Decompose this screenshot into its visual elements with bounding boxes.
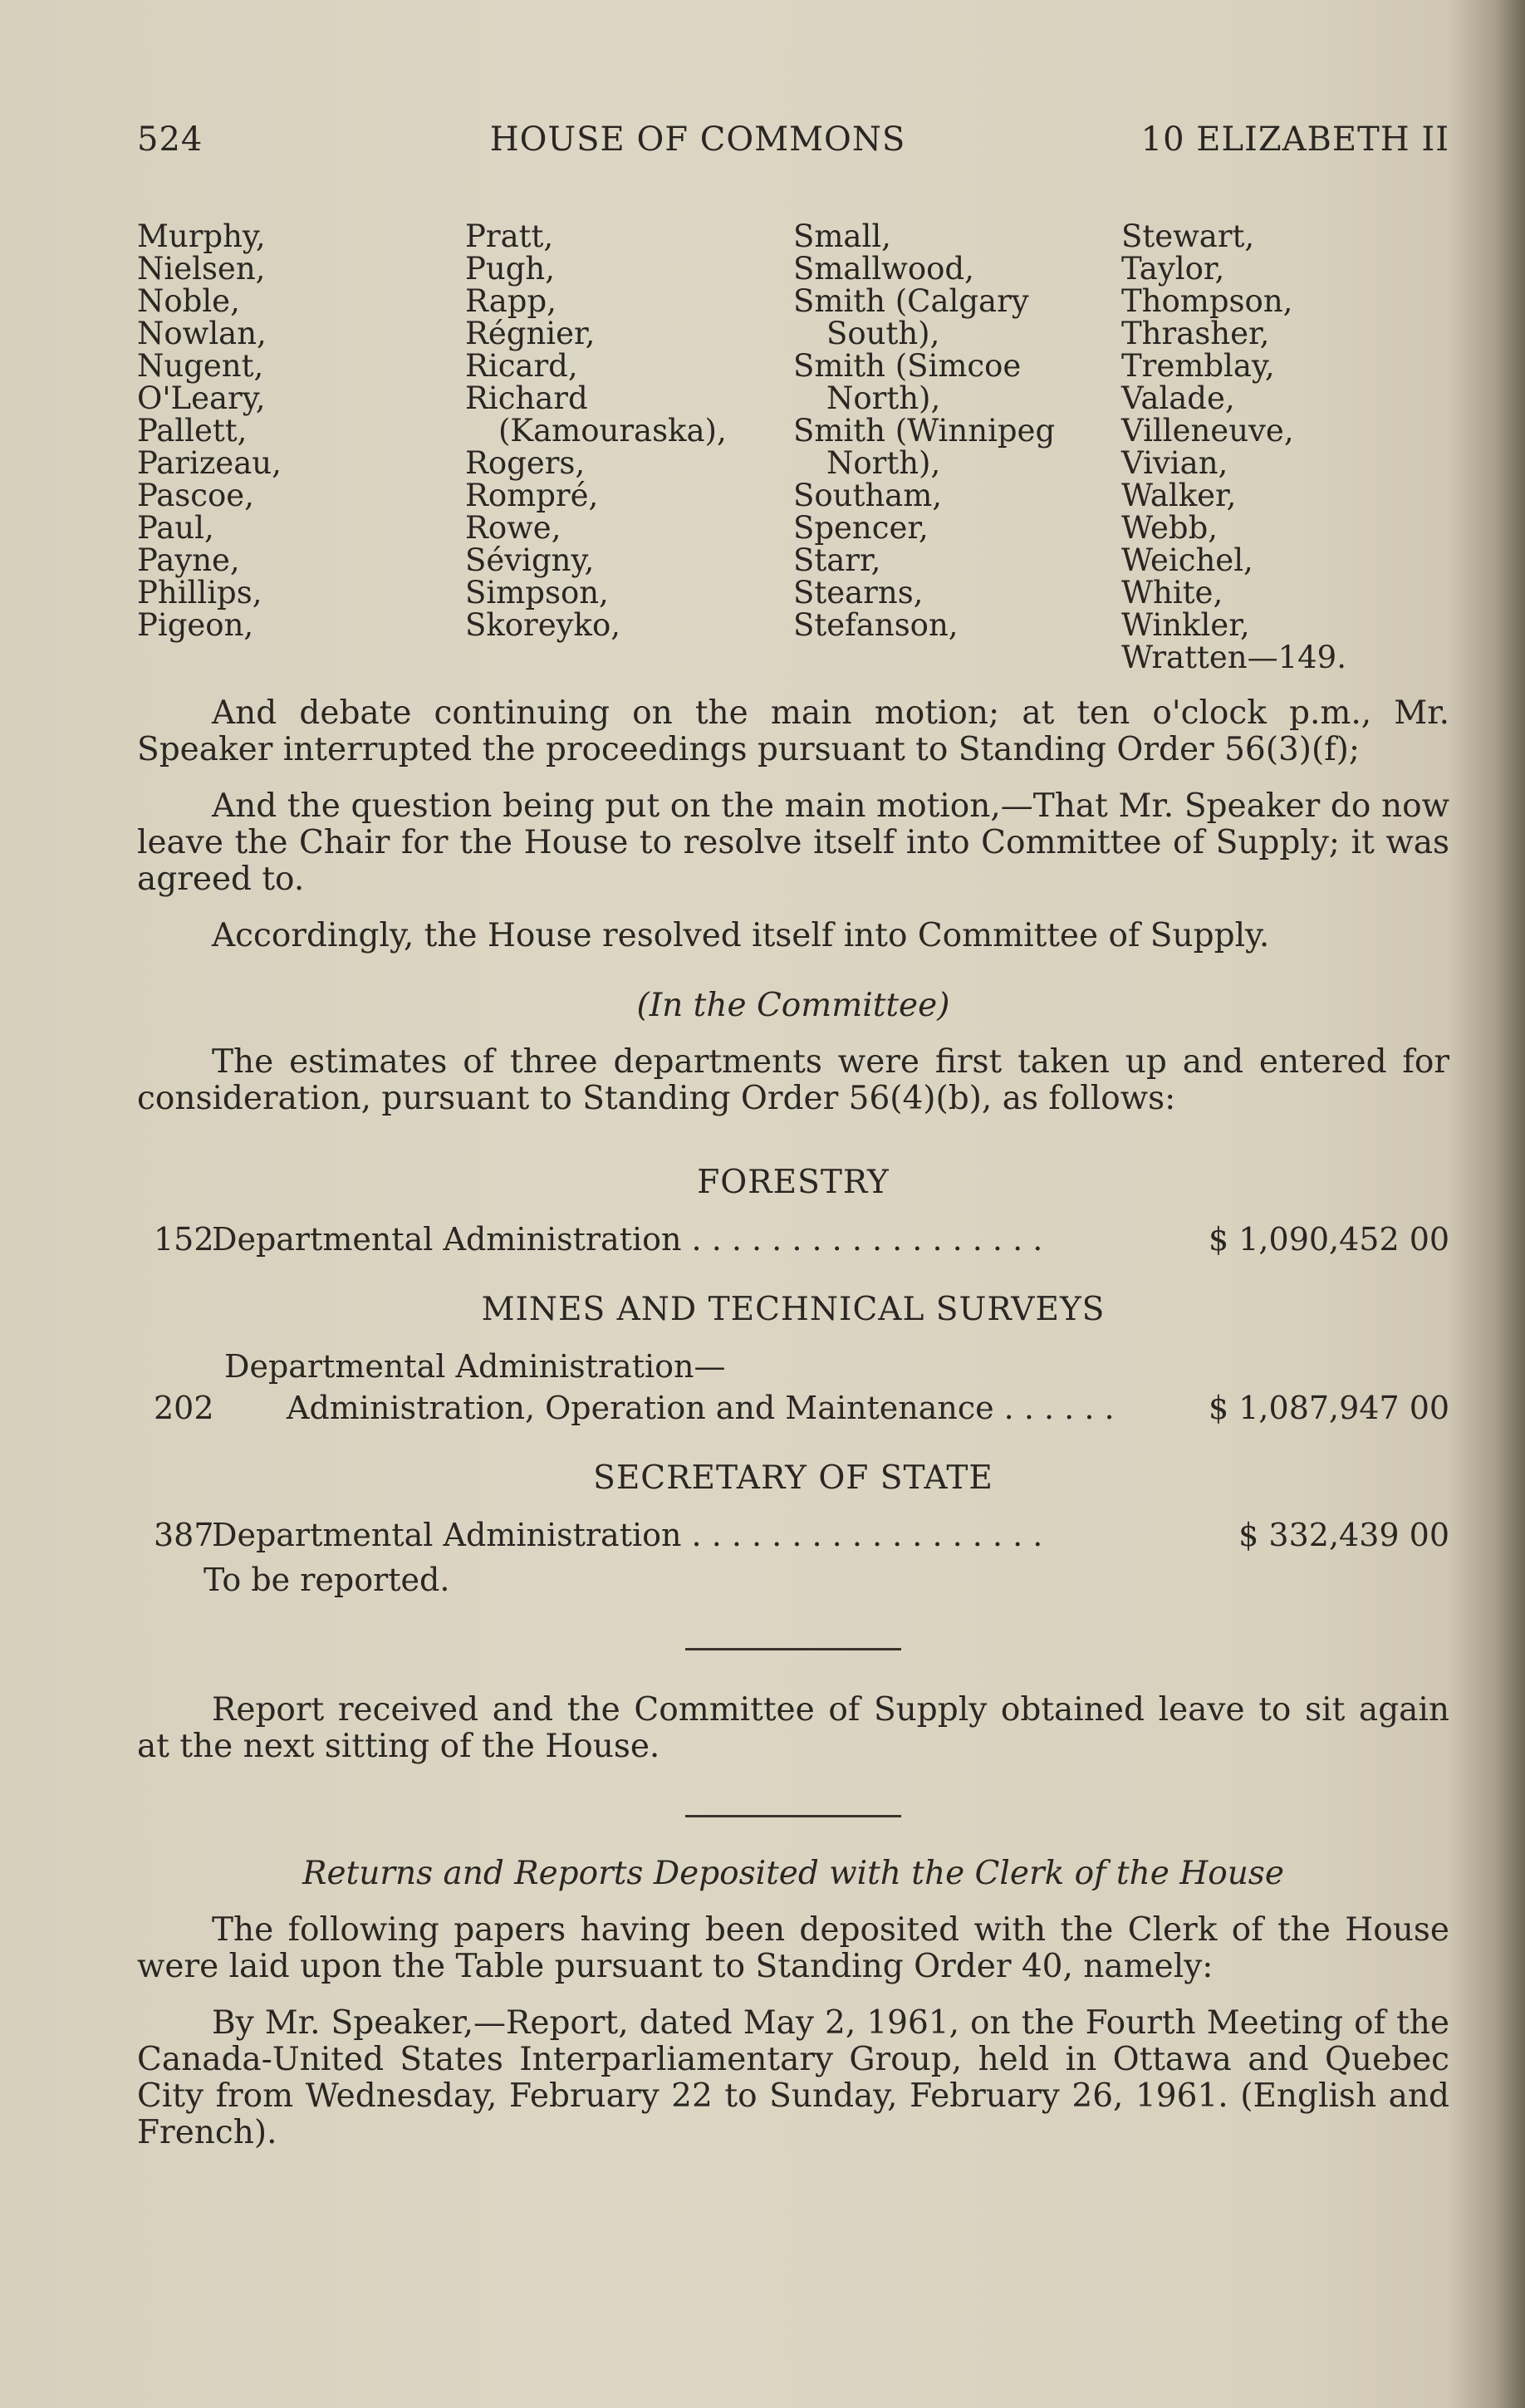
to-be-reported: To be reported. (203, 1562, 450, 1598)
member-name: Vivian, (1121, 445, 1228, 481)
vote-amount: $ 332,439 00 (1238, 1517, 1449, 1553)
member-name: Taylor, (1121, 251, 1225, 287)
member-name: Payne, (137, 542, 240, 578)
member-name: Rogers, (465, 445, 586, 481)
member-name: Parizeau, (137, 445, 282, 481)
section-divider (685, 1815, 901, 1817)
paragraph-report-received: Report received and the Committee of Supply obtained leave to sit again at the next sitting of the House. (137, 1691, 1449, 1765)
member-name: Pigeon, (137, 607, 254, 643)
member-name: Smith (Simcoe (793, 348, 1022, 384)
forestry-heading: FORESTRY (697, 1164, 890, 1201)
member-name: Walker, (1121, 478, 1237, 513)
member-name: Murphy, (137, 218, 266, 254)
member-name: Rapp, (465, 283, 557, 319)
member-name-continuation: (Kamouraska), (498, 413, 727, 449)
vote-description: Administration, Operation and Maintenance . . . . . . (287, 1390, 1115, 1426)
member-name: Sévigny, (465, 542, 595, 578)
member-name: Smallwood, (793, 251, 974, 287)
division-names-list (137, 220, 1449, 674)
paragraph-papers-deposited: The following papers having been deposited with the Clerk of the House were laid upon the Table pursuant to Standing Order 40, namely: (137, 1911, 1449, 1985)
member-name: Southam, (793, 478, 943, 513)
names-column-3 (793, 220, 1121, 674)
member-name: Stearns, (793, 575, 924, 611)
member-name: Pallett, (137, 413, 248, 449)
member-name: Pascoe, (137, 478, 254, 513)
member-name: Skoreyko, (465, 607, 620, 643)
paragraph-question-put: And the question being put on the main motion,—That Mr. Speaker do now leave the Chair for the House to resolve itself into Committee of Supply; it was agreed to. (137, 787, 1449, 898)
member-name: Small, (793, 218, 891, 254)
member-name: Richard (465, 380, 588, 416)
vote-number: 152 (154, 1221, 214, 1258)
names-column-2 (465, 220, 793, 674)
names-column-1 (137, 220, 465, 674)
member-name: Simpson, (465, 575, 609, 611)
member-name: Spencer, (793, 510, 929, 546)
paragraph-committee-resolved: Accordingly, the House resolved itself into Committee of Supply. (212, 917, 1270, 954)
member-name: Winkler, (1121, 607, 1250, 643)
member-name: Smith (Calgary (793, 283, 1029, 319)
paragraph-debate-continuing: And debate continuing on the main motion; at ten o'clock p.m., Mr. Speaker interrupted the proceedings pursuant to Standing Order 56(3)(f); (137, 694, 1449, 768)
paragraph-estimates-intro: The estimates of three departments were first taken up and entered for consideration, pursuant to Standing Order 56(4)(b), as follows: (137, 1043, 1449, 1117)
member-name: O'Leary, (137, 380, 266, 416)
estimate-row-mines (137, 1390, 1449, 1426)
member-name: Nugent, (137, 348, 264, 384)
paragraph-speaker-report: By Mr. Speaker,—Report, dated May 2, 1961, on the Fourth Meeting of the Canada-United States Interparliamentary Group, held in Ottawa and Quebec City from Wednesday, February 22 to Sunday, February 26, 1961. (English and French). (137, 2004, 1449, 2151)
member-name: Thompson, (1121, 283, 1293, 319)
member-name: Pratt, (465, 218, 554, 254)
member-name: Noble, (137, 283, 240, 319)
member-name: Paul, (137, 510, 214, 546)
member-name: Thrasher, (1121, 316, 1270, 351)
page-content (137, 120, 1449, 2151)
returns-reports-heading: Returns and Reports Deposited with the Clerk of the House (302, 1855, 1284, 1892)
member-name: Stefanson, (793, 607, 959, 643)
member-name: Ricard, (465, 348, 578, 384)
member-name: Tremblay, (1121, 348, 1275, 384)
member-name: Phillips, (137, 575, 262, 611)
member-name: Rompré, (465, 478, 599, 513)
member-name: Régnier, (465, 316, 596, 351)
vote-amount: $ 1,087,947 00 (1209, 1390, 1450, 1426)
estimate-row-forestry (137, 1221, 1449, 1258)
member-name: Nowlan, (137, 316, 267, 351)
vote-description: Departmental Administration . . . . . . . . . . . . . . . . . . (212, 1517, 1043, 1553)
member-name: Webb, (1121, 510, 1219, 546)
running-header (137, 120, 1449, 170)
estimate-row-secretary-of-state (137, 1517, 1449, 1553)
secretary-of-state-heading: SECRETARY OF STATE (593, 1459, 993, 1497)
member-name: Valade, (1121, 380, 1235, 416)
member-name-continuation: North), (826, 445, 941, 481)
member-name-continuation: South), (826, 316, 940, 351)
mines-subheading: Departmental Administration— (224, 1348, 726, 1385)
vote-description: Departmental Administration . . . . . . . . . . . . . . . . . . (212, 1221, 1043, 1258)
vote-number: 387 (154, 1517, 214, 1553)
section-divider (685, 1648, 901, 1650)
member-name: Stewart, (1121, 218, 1255, 254)
journal-title: HOUSE OF COMMONS (489, 120, 906, 159)
member-name: Starr, (793, 542, 881, 578)
member-name: Weichel, (1121, 542, 1253, 578)
vote-amount: $ 1,090,452 00 (1209, 1221, 1450, 1258)
member-name: White, (1121, 575, 1223, 611)
member-name-continuation: North), (826, 380, 941, 416)
member-name: Smith (Winnipeg (793, 413, 1056, 449)
member-name-total: Wratten—149. (1121, 640, 1346, 675)
regnal-year: 10 ELIZABETH II (1140, 120, 1449, 159)
member-name: Rowe, (465, 510, 561, 546)
names-column-4 (1121, 220, 1449, 674)
mines-heading: MINES AND TECHNICAL SURVEYS (481, 1291, 1106, 1328)
page-number: 524 (137, 120, 203, 159)
member-name: Nielsen, (137, 251, 266, 287)
member-name: Villeneuve, (1121, 413, 1294, 449)
vote-number: 202 (154, 1390, 214, 1426)
in-committee-heading: (In the Committee) (636, 987, 950, 1024)
member-name: Pugh, (465, 251, 556, 287)
